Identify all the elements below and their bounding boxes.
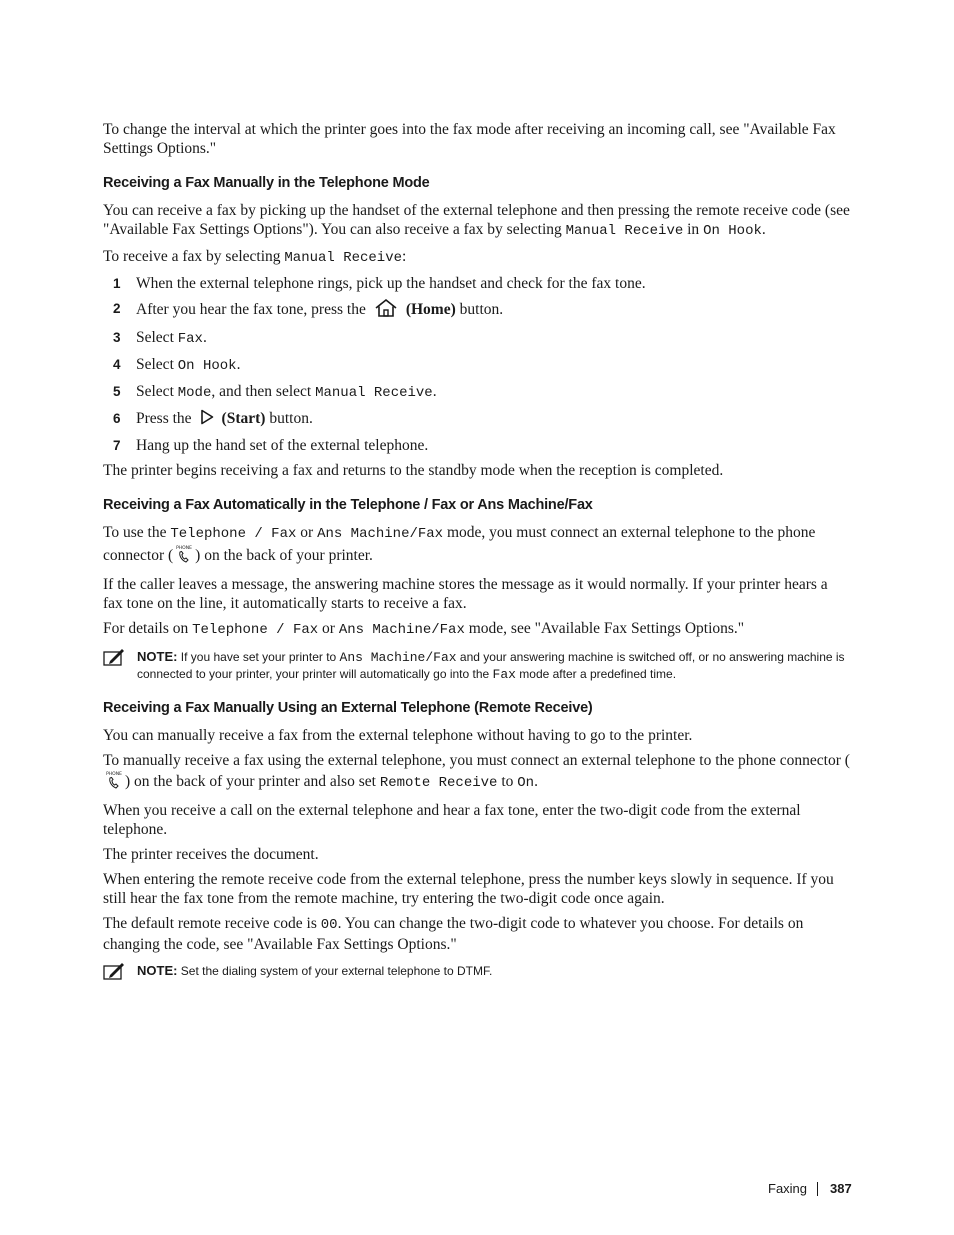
paragraph: To receive a fax by selecting Manual Receive: (103, 248, 407, 266)
paragraph: The printer receives the document. (103, 846, 319, 863)
page-number: 387 (830, 1181, 852, 1196)
note-pencil-icon (103, 648, 125, 671)
paragraph: You can manually receive a fax from the external telephone without having to go to the printer. (103, 727, 693, 744)
page-content (103, 120, 851, 990)
step-item: 1 When the external telephone rings, pick up the handset and check for the fax tone. (113, 275, 646, 292)
paragraph: If the caller leaves a message, the answering machine stores the message as it would normally. If your printer hears a fax tone on the line, it automatically starts to receive a fax. (103, 576, 828, 612)
step-item: 4 Select On Hook. (113, 356, 241, 374)
steps-list (103, 274, 851, 455)
paragraph: The default remote receive code is 00. You can change the two-digit code to whatever you choose. For details on changing the code, see "Available Fax Settings Options." (103, 915, 804, 953)
paragraph: When entering the remote receive code from the external telephone, press the number keys slowly in sequence. If you still hear the fax tone from the remote machine, try entering the two-digit code once again. (103, 871, 834, 907)
phone-connector-icon (104, 770, 124, 795)
note-box: NOTE: Set the dialing system of your external telephone to DTMF. (103, 962, 851, 980)
start-icon (200, 409, 214, 430)
note-box: NOTE: If you have set your printer to Ans Machine/Fax and your answering machine is switched off, or no answering machine is connected to your printer, your printer will automatically go into the Fax mode after a predefined time. (103, 648, 851, 683)
footer-divider (817, 1182, 818, 1196)
step-item: 2 After you hear the fax tone, press the (Home) button. (103, 299, 851, 322)
svg-text:PHONE: PHONE (176, 546, 193, 551)
paragraph: You can receive a fax by picking up the handset of the external telephone and then pressing the remote receive code (see "Available Fax Settings Options"). You can also receive a fax by selecting Manual Receive in On Hook. (103, 202, 850, 239)
home-icon (374, 299, 398, 322)
paragraph: To use the Telephone / Fax or Ans Machine/Fax mode, you must connect an external telephone to the phone connector ( PHONE ) on the back of your printer. (103, 523, 851, 569)
phone-connector-icon (174, 544, 194, 569)
paragraph: To manually receive a fax using the external telephone, you must connect an external telephone to the phone connector ( PHONE ) on the back of your printer and also set Remote Receive to On. (103, 751, 851, 795)
note-label: NOTE: (137, 963, 178, 978)
intro-paragraph: To change the interval at which the printer goes into the fax mode after receiving an incoming call, see "Available Fax Settings Options." (103, 121, 836, 157)
section-heading-automatic: Receiving a Fax Automatically in the Telephone / Fax or Ans Machine/Fax (103, 497, 593, 513)
paragraph: The printer begins receiving a fax and returns to the standby mode when the reception is completed. (103, 462, 724, 479)
paragraph: When you receive a call on the external telephone and hear a fax tone, enter the two-digit code from the external telephone. (103, 802, 801, 838)
section-heading-manual-telephone: Receiving a Fax Manually in the Telephone Mode (103, 175, 430, 191)
step-item: 5 Select Mode, and then select Manual Receive. (113, 383, 437, 401)
step-item: 6 Press the (Start) button. (103, 409, 851, 430)
paragraph: For details on Telephone / Fax or Ans Machine/Fax mode, see "Available Fax Settings Options." (103, 620, 745, 638)
note-label: NOTE: (137, 649, 178, 664)
step-item: 3 Select Fax. (113, 329, 207, 347)
section-heading-remote-receive: Receiving a Fax Manually Using an External Telephone (Remote Receive) (103, 700, 593, 716)
note-pencil-icon (103, 962, 125, 985)
footer-section-name: Faxing (768, 1181, 808, 1196)
step-item: 7 Hang up the hand set of the external telephone. (113, 437, 429, 454)
svg-text:PHONE: PHONE (106, 772, 122, 777)
